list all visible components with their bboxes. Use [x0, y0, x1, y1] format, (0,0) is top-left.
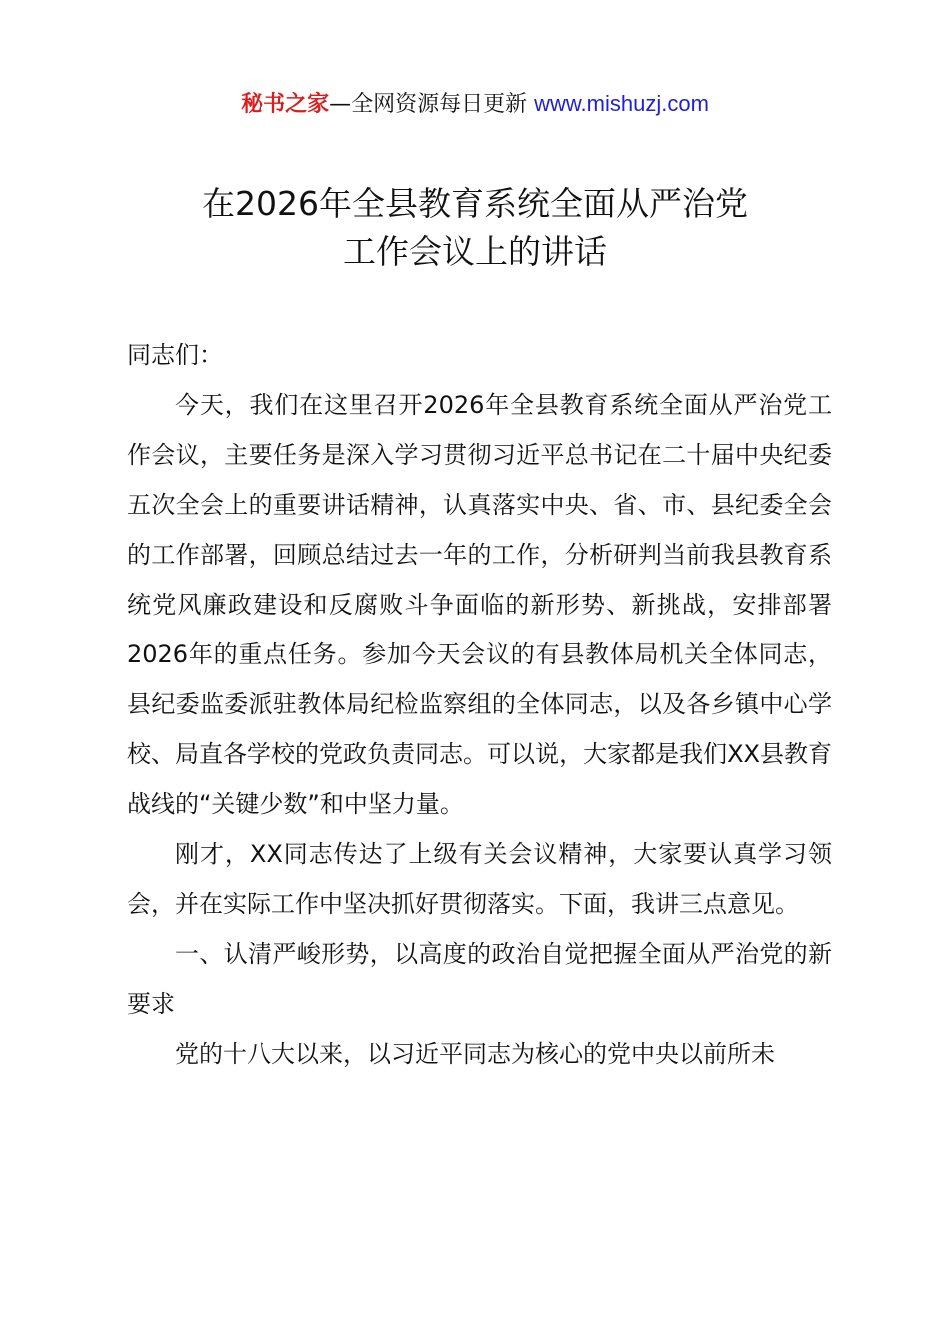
document-body	[127, 331, 832, 1080]
title-line-2: 工作会议上的讲话	[343, 232, 607, 271]
header-tagline: —全网资源每日更新	[329, 92, 528, 117]
body-paragraph: 党的十八大以来，以习近平同志为核心的党中央以前所未	[175, 1039, 775, 1068]
brand-name: 秘书之家	[241, 92, 330, 117]
section-heading: 一、认清严峻形势，以高度的政治自觉把握全面从严治党的新要求	[127, 939, 832, 1018]
document-title	[0, 180, 950, 276]
title-line-1: 在2026年全县教育系统全面从严治党	[202, 184, 748, 223]
page-header	[0, 88, 950, 121]
body-paragraph: 今天，我们在这里召开2026年全县教育系统全面从严治党工作会议，主要任务是深入学习贯彻习近平总书记在二十届中央纪委五次全会上的重要讲话精神，认真落实中央、省、市、县纪委全会的工作部署，回顾总结过去一年的工作，分析研判当前我县教育系统党风廉政建设和反腐败斗争面临的新形势、新挑战，安排部署2026年的重点任务。参加今天会议的有县教体局机关全体同志，县纪委监委派驻教体局纪检监察组的全体同志，以及各乡镇中心学校、局直各学校的党政负责同志。可以说，大家都是我们XX县教育战线的“关键少数”和中坚力量。	[127, 390, 832, 819]
salutation: 同志们：	[127, 341, 223, 369]
site-url[interactable]: www.mishuzj.com	[534, 91, 709, 116]
body-paragraph: 刚才，XX同志传达了上级有关会议精神，大家要认真学习领会，并在实际工作中坚决抓好贯彻落实。下面，我讲三点意见。	[127, 840, 832, 918]
